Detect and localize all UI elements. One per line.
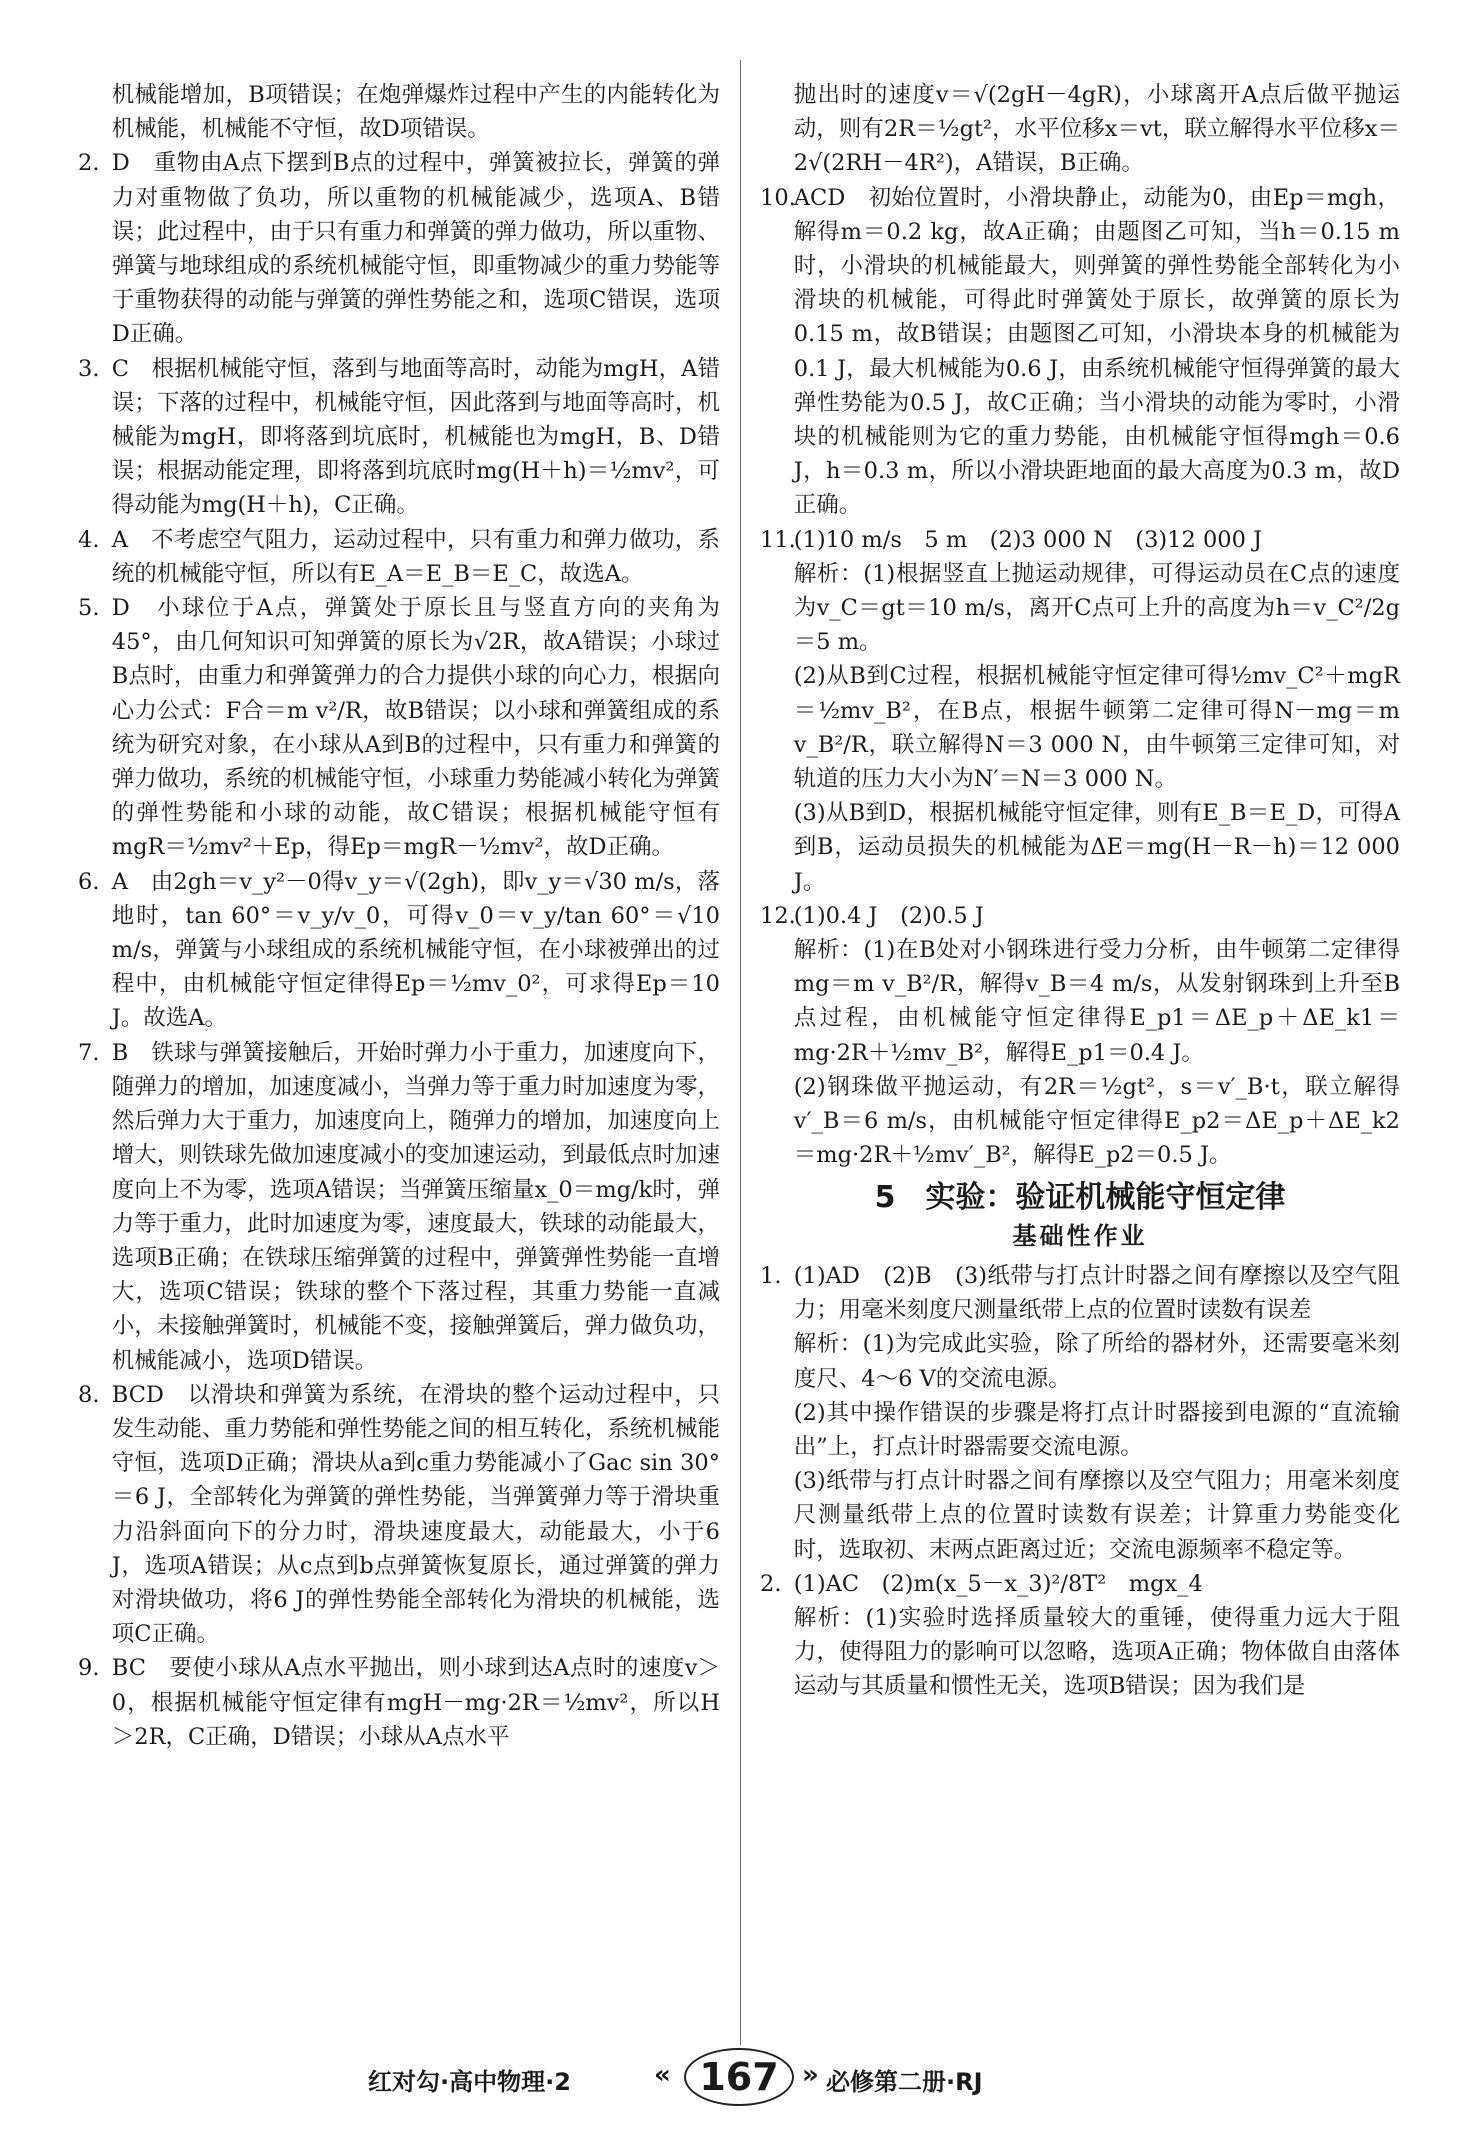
question-item bbox=[78, 523, 720, 591]
question-answer-text: ACD 初始位置时，小滑块静止，动能为0，由Ep＝mgh，解得m＝0.2 kg，故A正确；由题图乙可知，当h＝0.15 m时，小滑块的机械能最大，则弹簧的弹性势能全部转化为小滑块的机械能，可得此时弹簧处于原长，故弹簧的原长为0.15 m，故B错误；由题图乙可知，小滑块本身的机械能为0.1 J，最大机械能为0.6 J，由系统机械能守恒得弹簧的最大弹性势能为0.5 J，故C正确；当小滑块的动能为零时，小滑块的机械能则为它的重力势能，由机械能守恒得mgh＝0.6 J，h＝0.3 m，所以小滑块距地面的最大高度为0.3 m，故D正确。 bbox=[793, 184, 1400, 519]
question-item bbox=[760, 1567, 1400, 1601]
question-answer-text: D 重物由A点下摆到B点的过程中，弹簧被拉长，弹簧的弹力对重物做了负功，所以重物的机械能减少，选项A、B错误；此过程中，由于只有重力和弹簧的弹力做功，所以重物、弹簧与地球组成的系统机械能守恒，即重物减少的重力势能等于重物获得的动能与弹簧的弹性势能之和，选项C错误，选项D正确。 bbox=[111, 150, 720, 348]
question-number: 10. bbox=[760, 184, 796, 211]
subsection-title: 基础性作业 bbox=[1012, 1220, 1148, 1250]
question-item bbox=[760, 899, 1400, 933]
question-answer-text: BC 要使小球从A点水平抛出，则小球到达A点时的速度v＞0，根据机械能守恒定律有mgH－mg·2R＝½mv²，所以H＞2R，C正确，D错误；小球从A点水平 bbox=[111, 1655, 720, 1750]
question-number: 8. bbox=[78, 1381, 100, 1408]
page-footer bbox=[0, 2048, 1477, 2108]
footer-right-chevron: » bbox=[802, 2060, 819, 2090]
explanation-paragraph: 解析：(1)为完成此实验，除了所给的器材外，还需要毫米刻度尺、4～6 V的交流电源。 bbox=[793, 1331, 1400, 1392]
question-answer-text: (1)AC (2)m(x_5－x_3)²/8T² mgx_4 bbox=[793, 1570, 1203, 1597]
question-number: 11. bbox=[760, 526, 796, 553]
question-number: 1. bbox=[760, 1262, 782, 1289]
question-answer-text: (1)AD (2)B (3)纸带与打点计时器之间有摩擦以及空气阻力；用毫米刻度尺测量纸带上点的位置时读数有误差 bbox=[793, 1262, 1400, 1324]
question-answer-text: BCD 以滑块和弹簧为系统，在滑块的整个运动过程中，只发生动能、重力势能和弹性势能之间的相互转化，系统机械能守恒，选项D正确；滑块从a到c重力势能减小了Gac sin 30°＝6 J，全部转化为弹簧的弹性势能，当弹簧弹力等于滑块重力沿斜面向下的分力时，滑块速度最大，动能最大，小于6 J，选项A错误；从c点到b点弹簧恢复原长，通过弹簧的弹力对滑块做功，将6 J的弹性势能全部转化为滑块的机械能，选项C正确。 bbox=[111, 1381, 720, 1648]
question-answer-text: (1)0.4 J (2)0.5 J bbox=[793, 902, 984, 929]
explanation-paragraph: (2)从B到C过程，根据机械能守恒定律可得½mv_C²＋mgR＝½mv_B²，在B点，根据牛顿第二定律可得N－mg＝m v_B²/R，联立解得N＝3 000 N，由牛顿第三定律可知，对轨道的压力大小为N′＝N＝3 000 N。 bbox=[793, 663, 1400, 793]
question-answer-text: C 根据机械能守恒，落到与地面等高时，动能为mgH，A错误；下落的过程中，机械能守恒，因此落到与地面等高时，机械能为mgH，即将落到坑底时，机械能也为mgH，B、D错误；根据动能定理，即将落到坑底时mg(H＋h)＝½mv²，可得动能为mg(H＋h)，C正确。 bbox=[111, 355, 720, 519]
explanation-paragraph: 解析：(1)实验时选择质量较大的重锤，使得重力远大于阻力，使得阻力的影响可以忽略，选项A正确；物体做自由落体运动与其质量和惯性无关，选项B错误；因为我们是 bbox=[793, 1604, 1400, 1700]
question-number: 4. bbox=[78, 526, 100, 553]
footer-left-chevron: « bbox=[654, 2060, 671, 2090]
question-answer-text: A 由2gh＝v_y²－0得v_y＝√(2gh)，即v_y＝√30 m/s，落地时，tan 60°＝v_y/v_0，可得v_0＝v_y/tan 60°＝√10 m/s，弹簧与小球组成的系统机械能守恒，在小球被弹出的过程中，由机械能守恒定律得Ep＝½mv_0²，可求得Ep＝10 J。故选A。 bbox=[111, 868, 720, 1032]
explanation-paragraph: (3)纸带与打点计时器之间有摩擦以及空气阻力；用毫米刻度尺测量纸带上点的位置时读数有误差；计算重力势能变化时，选取初、末两点距离过近；交流电源频率不稳定等。 bbox=[793, 1468, 1400, 1563]
question-number: 2. bbox=[78, 150, 100, 177]
question-number: 5. bbox=[78, 595, 100, 622]
question-number: 3. bbox=[78, 355, 100, 382]
explanation-paragraph: 抛出时的速度v＝√(2gH－4gR)，小球离开A点后做平抛运动，则有2R＝½gt²，水平位移x＝vt，联立解得水平位移x＝2√(2RH－4R²)，A错误，B正确。 bbox=[793, 82, 1400, 177]
question-item bbox=[78, 1651, 720, 1754]
question-answer-text: B 铁球与弹簧接触后，开始时弹力小于重力，加速度向下，随弹力的增加，加速度减小，当弹力等于重力时加速度为零，然后弹力大于重力，加速度向上，随弹力的增加，加速度向上增大，则铁球先做加速度减小的变加速运动，到最低点时加速度向上不为零，选项A错误；当弹簧压缩量x_0＝mg/k时，弹力等于重力，此时加速度为零，速度最大，铁球的动能最大，选项B正确；在铁球压缩弹簧的过程中，弹簧弹性势能一直增大，选项C错误；铁球的整个下落过程，其重力势能一直减小，未接触弹簧时，机械能不变，接触弹簧后，弹力做负功，机械能减小，选项D错误。 bbox=[111, 1039, 720, 1374]
question-item bbox=[78, 1378, 720, 1652]
question-answer-text: (1)10 m/s 5 m (2)3 000 N (3)12 000 J bbox=[793, 526, 1263, 553]
explanation-paragraph: (2)其中操作错误的步骤是将打点计时器接到电源的“直流输出”上，打点计时器需要交流电源。 bbox=[793, 1399, 1400, 1460]
question-answer-text: A 不考虑空气阻力，运动过程中，只有重力和弹力做功，系统的机械能守恒，所以有E_A＝E_B＝E_C，故选A。 bbox=[111, 526, 720, 587]
question-answer-text: D 小球位于A点，弹簧处于原长且与竖直方向的夹角为45°，由几何知识可知弹簧的原长为√2R，故A错误；小球过B点时，由重力和弹簧弹力的合力提供小球的向心力，根据向心力公式：F合＝m v²/R，故B错误；以小球和弹簧组成的系统为研究对象，在小球从A到B的过程中，只有重力和弹簧的弹力做功，系统的机械能守恒，小球重力势能减小转化为弹簧的弹性势能和小球的动能，故C错误；根据机械能守恒有mgR＝½mv²＋Ep，得Ep＝mgR－½mv²，故D正确。 bbox=[111, 595, 720, 861]
question-item bbox=[760, 1259, 1400, 1327]
question-number: 2. bbox=[760, 1570, 782, 1597]
question-item bbox=[78, 865, 720, 1036]
question-number: 7. bbox=[78, 1039, 100, 1066]
question-item bbox=[78, 352, 720, 523]
page-number bbox=[684, 2048, 794, 2106]
question-item bbox=[78, 591, 720, 865]
question-item bbox=[78, 1036, 720, 1378]
explanation-paragraph: 解析：(1)在B处对小钢珠进行受力分析，由牛顿第二定律得mg＝m v_B²/R，解得v_B＝4 m/s，从发射钢珠到上升至B点过程，由机械能守恒定律得E_p1＝ΔE_p＋ΔE_k1＝mg·2R＋½mv_B²，解得E_p1＝0.4 J。 bbox=[793, 937, 1400, 1066]
right-column bbox=[760, 78, 1400, 1704]
explanation-paragraph: (2)钢珠做平抛运动，有2R＝½gt²，s＝v′_B·t，联立解得v′_B＝6 m/s，由机械能守恒定律得E_p2＝ΔE_p＋ΔE_k2＝mg·2R＋½mv′_B²，解得E_p2＝0.5 J。 bbox=[793, 1073, 1400, 1169]
page-number-text: 167 bbox=[699, 2055, 779, 2099]
question-item bbox=[760, 523, 1400, 557]
question-item bbox=[760, 181, 1400, 523]
question-number: 6. bbox=[78, 868, 100, 895]
left-column bbox=[78, 78, 720, 1754]
column-divider bbox=[740, 60, 741, 2045]
explanation-paragraph: (3)从B到D，根据机械能守恒定律，则有E_B＝E_D，可得A到B，运动员损失的机械能为ΔE＝mg(H－R－h)＝12 000 J。 bbox=[793, 800, 1400, 895]
section-title: 5 实验：验证机械能守恒定律 bbox=[874, 1179, 1286, 1215]
question-number: 9. bbox=[78, 1655, 100, 1682]
footer-book-title: 红对勾·高中物理·2 bbox=[368, 2068, 571, 2096]
question-item bbox=[78, 146, 720, 351]
footer-edition: 必修第二册·RJ bbox=[826, 2068, 983, 2096]
question-number: 12. bbox=[760, 902, 796, 929]
explanation-paragraph: 机械能增加，B项错误；在炮弹爆炸过程中产生的内能转化为机械能，机械能不守恒，故D项错误。 bbox=[111, 82, 720, 143]
explanation-paragraph: 解析：(1)根据竖直上抛运动规律，可得运动员在C点的速度为v_C＝gt＝10 m/s，离开C点可上升的高度为h＝v_C²/2g＝5 m。 bbox=[793, 560, 1400, 656]
